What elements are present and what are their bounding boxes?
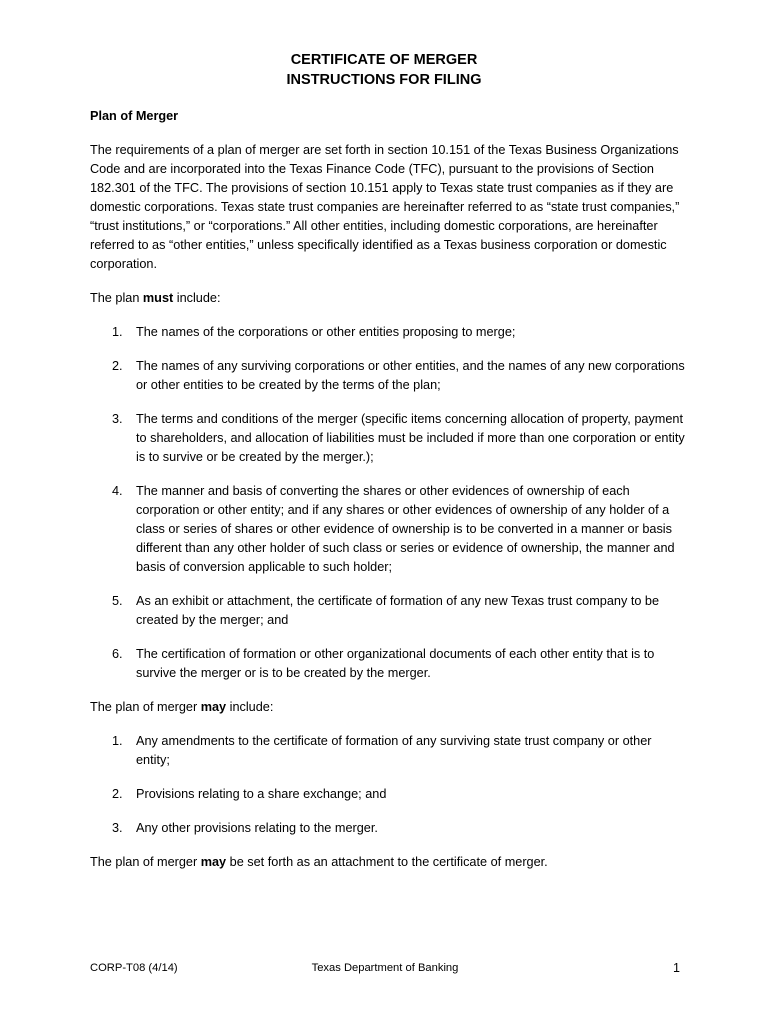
closing-bold: may [200,855,227,869]
must-intro-before: The plan [90,291,143,305]
list-number: 1. [112,734,123,748]
list-number: 3. [112,821,123,835]
list-text: The names of any surviving corporations or other entities, and the names of any new corporations or other entities to be created by the terms of the plan; [136,359,685,392]
may-intro-before: The plan of merger [90,700,201,714]
list-item [90,732,688,770]
intro-paragraph: The requirements of a plan of merger are set forth in section 10.151 of the Texas Business Organizations Code and are incorporated into the Texas Finance Code (TFC), pursuant to the provisions of Section 182.301 of the TFC. The provisions of section 10.151 apply to Texas state trust companies as if they are domestic corporations. Texas state trust companies are hereinafter referred to as “state trust companies,” “trust institutions,” or “corporations.” All other entities, including domestic corporations, are hereinafter referred to as “other entities,” unless specifically identified as a Texas business corporation or domestic corporation. [90,143,680,271]
section-heading: Plan of Merger [90,109,179,123]
footer-page-number: 1 [673,961,680,975]
list-item [90,357,688,395]
list-text: As an exhibit or attachment, the certificate of formation of any new Texas trust company to be created by the merger; and [136,594,660,627]
list-number: 3. [112,412,123,426]
list-text: Provisions relating to a share exchange; and [136,787,387,801]
document-title [0,50,768,90]
list-text: The names of the corporations or other entities proposing to merge; [136,325,516,339]
must-intro-after: include: [173,291,221,305]
list-item [90,410,688,467]
list-number: 6. [112,647,123,661]
may-intro-bold: may [200,700,227,714]
may-list [90,732,688,838]
list-text: Any other provisions relating to the merger. [136,821,378,835]
page-footer [90,960,680,976]
list-item [90,592,688,630]
may-intro [90,698,688,717]
list-item [90,482,688,577]
must-intro-bold: must [142,291,174,305]
title-line-2: INSTRUCTIONS FOR FILING [286,72,482,88]
must-list [90,323,688,683]
list-item [90,819,688,838]
document-body [90,107,688,872]
must-intro [90,289,688,308]
list-number: 2. [112,787,123,801]
list-number: 5. [112,594,123,608]
list-number: 1. [112,325,123,339]
footer-form-code: CORP-T08 (4/14) [90,962,178,974]
list-item [90,323,688,342]
list-text: The manner and basis of converting the shares or other evidences of ownership of each corporation or other entity; and if any shares or other evidences of ownership of any holder of a class or series of shares or other evidence of ownership is to be converted in a manner or basis different than any other holder of such class or series or evidence of ownership, the manner and basis of conversion applicable to such holder; [136,484,675,574]
closing-after: be set forth as an attachment to the certificate of merger. [226,855,548,869]
closing-before: The plan of merger [90,855,201,869]
title-line-1: CERTIFICATE OF MERGER [290,52,478,68]
may-intro-after: include: [226,700,274,714]
list-item [90,645,688,683]
closing-paragraph [90,853,688,872]
list-item [90,785,688,804]
list-text: The certification of formation or other organizational documents of each other entity that is to survive the merger or is to be created by the merger. [136,647,655,680]
list-text: The terms and conditions of the merger (specific items concerning allocation of property, payment to shareholders, and allocation of liabilities must be included if more than one corporation or entity is to survive or be created by the merger.); [136,412,685,464]
list-number: 4. [112,484,123,498]
list-text: Any amendments to the certificate of formation of any surviving state trust company or other entity; [136,734,652,767]
list-number: 2. [112,359,123,373]
footer-agency: Texas Department of Banking [311,962,459,974]
